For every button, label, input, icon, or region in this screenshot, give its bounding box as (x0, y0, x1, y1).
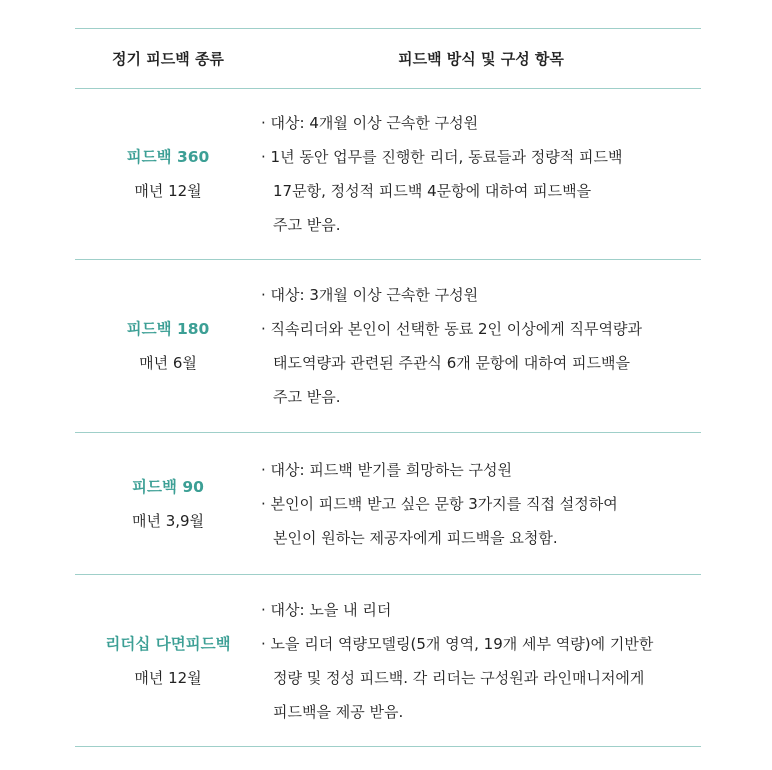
feedback-description-cell (261, 260, 701, 432)
description-line: · 1년 동안 업무를 진행한 리더, 동료들과 정량적 피드백 (261, 148, 623, 166)
description-line: 정량 및 정성 피드백. 각 리더는 구성원과 라인매니저에게 (273, 668, 645, 687)
feedback-name: 피드백 360 (126, 148, 210, 166)
feedback-type-cell (75, 433, 261, 574)
feedback-period: 매년 6월 (139, 354, 197, 372)
description-line: · 대상: 3개월 이상 근속한 구성원 (261, 286, 479, 304)
table-row (75, 260, 701, 432)
description-line: · 대상: 피드백 받기를 희망하는 구성원 (261, 460, 513, 479)
feedback-description-cell (261, 575, 701, 746)
description-line: · 대상: 노을 내 리더 (261, 600, 392, 619)
feedback-type-cell (75, 260, 261, 432)
description-line: · 노을 리더 역량모델링(5개 영역, 19개 세부 역량)에 기반한 (261, 634, 654, 653)
description-line: 피드백을 제공 받음. (273, 702, 404, 721)
table-row (75, 433, 701, 574)
header-type: 정기 피드백 종류 (112, 49, 224, 68)
feedback-period: 매년 3,9월 (131, 511, 205, 530)
feedback-name: 리더십 다면피드백 (105, 634, 231, 653)
feedback-type-cell (75, 575, 261, 746)
feedback-period: 매년 12월 (134, 182, 202, 200)
description-line: · 대상: 4개월 이상 근속한 구성원 (261, 114, 479, 132)
feedback-type-cell (75, 89, 261, 259)
feedback-description-cell (261, 433, 701, 574)
description-line: · 본인이 피드백 받고 싶은 문항 3가지를 직접 설정하여 (261, 494, 618, 513)
description-line: 태도역량과 관련된 주관식 6개 문항에 대하여 피드백을 (273, 354, 630, 372)
description-line: 주고 받음. (273, 216, 341, 234)
description-line: 본인이 원하는 제공자에게 피드백을 요청함. (273, 528, 558, 547)
feedback-period: 매년 12월 (134, 668, 202, 687)
description-line: 17문항, 정성적 피드백 4문항에 대하여 피드백을 (273, 182, 592, 200)
feedback-name: 피드백 180 (126, 320, 210, 338)
feedback-description-cell (261, 89, 701, 259)
feedback-name: 피드백 90 (132, 477, 204, 496)
table-row (75, 575, 701, 746)
header-method: 피드백 방식 및 구성 항목 (398, 49, 564, 68)
description-line: · 직속리더와 본인이 선택한 동료 2인 이상에게 직무역량과 (261, 320, 642, 338)
table-row (75, 89, 701, 259)
description-line: 주고 받음. (273, 388, 341, 406)
table-bottom-rule (75, 746, 701, 747)
